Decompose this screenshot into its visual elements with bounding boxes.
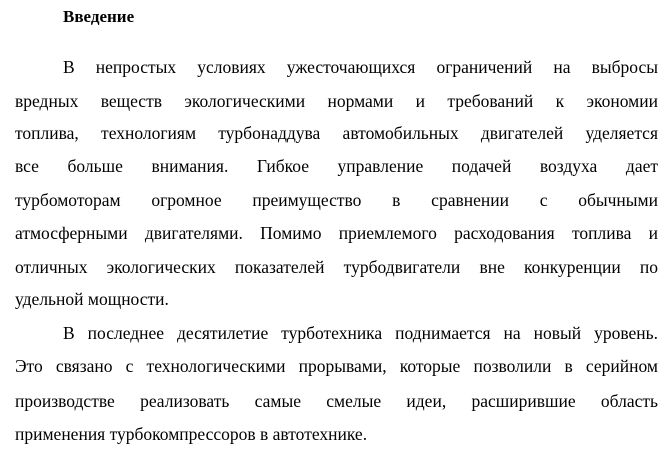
paragraph-2-line-1: В последнее десятилетие турботехника поднимается на новый уровень. [63, 323, 658, 343]
section-heading: Введение [63, 7, 135, 26]
paragraph-1-line-2: вредных веществ экологическими нормами и требований к экономии [15, 91, 658, 111]
paragraph-1-line-6: атмосферными двигателями. Помимо приемлемого расходования топлива и [15, 223, 658, 243]
paragraph-1-line-1: В непростых условиях ужесточающихся ограничений на выбросы [63, 57, 658, 77]
paragraph-1-line-8: удельной мощности. [15, 289, 169, 309]
paragraph-1-line-3: топлива, технологиям турбонаддува автомобильных двигателей уделяется [15, 123, 658, 143]
paragraph-2-line-3: производстве реализовать самые смелые идеи, расширившие область [15, 391, 658, 411]
paragraph-1-line-4: все больше внимания. Гибкое управление подачей воздуха дает [15, 156, 658, 176]
paragraph-1-line-5: турбомоторам огромное преимущество в сравнении с обычными [15, 190, 658, 210]
paragraph-1-line-7: отличных экологических показателей турбодвигатели вне конкуренции по [15, 257, 658, 277]
paragraph-2-line-2: Это связано с технологическими прорывами, которые позволили в серийном [15, 356, 658, 376]
paragraph-2-line-4: применения турбокомпрессоров в автотехнике. [15, 424, 368, 444]
